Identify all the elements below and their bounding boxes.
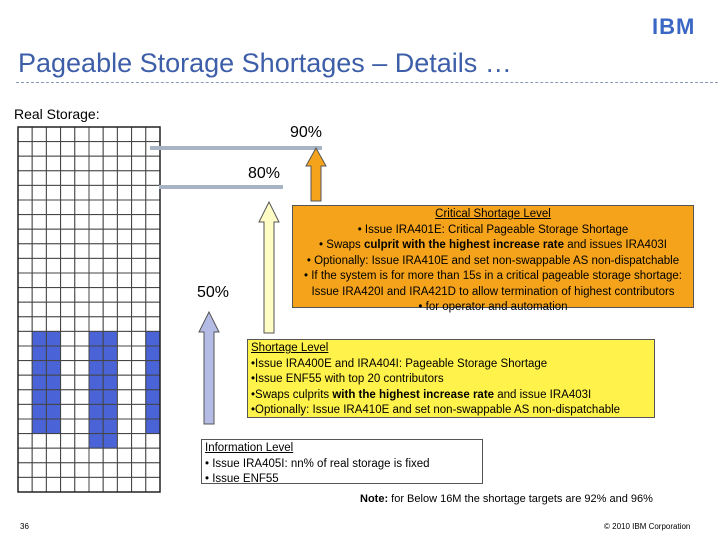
storage-frame-cell (32, 142, 46, 157)
storage-frame-cell (61, 390, 75, 405)
information-heading: Information Level (205, 442, 294, 454)
storage-frame-cell (75, 361, 89, 376)
storage-frame-cell (75, 375, 89, 390)
storage-frame-cell (146, 361, 160, 376)
slide-title: Pageable Storage Shortages – Details … (18, 48, 512, 78)
storage-frame-cell (46, 448, 60, 463)
storage-frame-cell (32, 463, 46, 478)
storage-frame-cell (146, 200, 160, 215)
storage-frame-cell (18, 229, 32, 244)
storage-frame-cell (146, 463, 160, 478)
storage-frame-cell (146, 185, 160, 200)
storage-frame-cell (132, 346, 146, 361)
storage-frame-cell (32, 404, 46, 419)
critical-heading: Critical Shortage Level (435, 208, 551, 220)
storage-frame-cell (75, 185, 89, 200)
storage-frame-cell (46, 258, 60, 273)
storage-frame-cell (18, 273, 32, 288)
storage-frame-cell (103, 273, 117, 288)
storage-frame-cell (32, 361, 46, 376)
storage-frame-cell (46, 404, 60, 419)
storage-frame-cell (46, 171, 60, 186)
shortage-level-box (247, 339, 655, 418)
storage-frame-cell (89, 142, 103, 157)
storage-frame-cell (146, 317, 160, 332)
storage-frame-cell (103, 288, 117, 303)
storage-frame-cell (146, 127, 160, 142)
storage-frame-cell (89, 215, 103, 230)
storage-frame-cell (75, 448, 89, 463)
storage-frame-cell (132, 185, 146, 200)
storage-frame-cell (146, 331, 160, 346)
storage-frame-cell (132, 171, 146, 186)
threshold-label-50: 50% (197, 284, 230, 301)
storage-frame-cell (132, 258, 146, 273)
storage-frame-cell (89, 477, 103, 492)
storage-frame-cell (146, 448, 160, 463)
storage-frame-cell (117, 463, 131, 478)
storage-frame-cell (146, 390, 160, 405)
storage-frame-cell (61, 200, 75, 215)
storage-frame-cell (18, 215, 32, 230)
storage-frame-cell (18, 200, 32, 215)
storage-frame-cell (146, 477, 160, 492)
storage-frame-cell (103, 346, 117, 361)
storage-frame-cell (61, 317, 75, 332)
storage-frame-cell (18, 477, 32, 492)
storage-frame-cell (103, 477, 117, 492)
storage-frame-cell (117, 317, 131, 332)
storage-frame-cell (75, 419, 89, 434)
storage-frame-cell (61, 404, 75, 419)
threshold-line-80 (159, 185, 283, 189)
storage-frame-cell (117, 477, 131, 492)
storage-frame-cell (146, 302, 160, 317)
critical-arrow-icon (306, 148, 326, 201)
storage-frame-cell (32, 419, 46, 434)
storage-frame-cell (75, 200, 89, 215)
storage-frame-cell (132, 434, 146, 449)
storage-frame-cell (46, 156, 60, 171)
storage-frame-cell (18, 156, 32, 171)
storage-frame-cell (103, 419, 117, 434)
shortage-line: •Issue IRA400E and IRA404I: Pageable Storage Shortage (251, 357, 548, 370)
storage-frame-cell (61, 434, 75, 449)
storage-frame-cell (117, 448, 131, 463)
critical-shortage-box (292, 205, 694, 313)
storage-frame-cell (75, 390, 89, 405)
storage-frame-cell (117, 361, 131, 376)
storage-frame-cell (61, 331, 75, 346)
storage-frame-cell (75, 127, 89, 142)
storage-frame-cell (75, 215, 89, 230)
storage-frame-cell (46, 317, 60, 332)
storage-frame-cell (103, 404, 117, 419)
storage-frame-cell (103, 127, 117, 142)
storage-frame-cell (146, 258, 160, 273)
storage-frame-cell (32, 273, 46, 288)
storage-frame-cell (18, 258, 32, 273)
storage-frame-cell (146, 171, 160, 186)
storage-frame-cell (61, 142, 75, 157)
storage-frame-cell (61, 244, 75, 259)
storage-frame-cell (46, 127, 60, 142)
storage-frame-cell (103, 215, 117, 230)
storage-frame-cell (46, 229, 60, 244)
information-line: • Issue ENF55 (205, 473, 279, 485)
storage-frame-cell (61, 346, 75, 361)
shortage-line: •Issue ENF55 with top 20 contributors (251, 373, 444, 385)
storage-frame-cell (146, 404, 160, 419)
storage-frame-cell (103, 331, 117, 346)
storage-frame-cell (103, 156, 117, 171)
storage-frame-cell (89, 375, 103, 390)
storage-frame-cell (32, 375, 46, 390)
storage-frame-cell (18, 142, 32, 157)
storage-frame-cell (103, 171, 117, 186)
storage-frame-cell (89, 463, 103, 478)
storage-frame-cell (61, 463, 75, 478)
storage-frame-cell (32, 346, 46, 361)
storage-frame-cell (89, 419, 103, 434)
storage-frame-cell (61, 215, 75, 230)
storage-frame-cell (75, 273, 89, 288)
storage-frame-cell (117, 244, 131, 259)
storage-frame-cell (18, 317, 32, 332)
storage-frame-cell (18, 185, 32, 200)
storage-frame-cell (46, 288, 60, 303)
storage-frame-cell (61, 419, 75, 434)
storage-frame-cell (18, 171, 32, 186)
storage-frame-cell (132, 419, 146, 434)
storage-frame-cell (103, 463, 117, 478)
storage-frame-cell (89, 273, 103, 288)
storage-frame-cell (89, 127, 103, 142)
storage-frame-cell (46, 200, 60, 215)
critical-line: • Swaps culprit with the highest increase rate and issues IRA403I (319, 239, 667, 251)
storage-frame-cell (117, 375, 131, 390)
storage-frame-cell (117, 127, 131, 142)
critical-line: • If the system is for more than 15s in a critical pageable storage shortage: (304, 270, 682, 282)
shortage-line: •Optionally: Issue IRA410E and set non-swappable AS non-dispatchable (251, 404, 621, 416)
storage-frame-cell (75, 317, 89, 332)
storage-frame-cell (103, 375, 117, 390)
storage-frame-cell (32, 448, 46, 463)
threshold-label-90: 90% (290, 124, 323, 141)
storage-frame-cell (132, 244, 146, 259)
storage-frame-cell (103, 258, 117, 273)
storage-frame-cell (75, 156, 89, 171)
storage-frame-cell (18, 434, 32, 449)
note (360, 493, 653, 505)
storage-frame-cell (61, 361, 75, 376)
storage-frame-cell (61, 258, 75, 273)
threshold-line-90 (150, 146, 322, 150)
threshold-label-80: 80% (248, 165, 281, 182)
storage-frame-cell (103, 185, 117, 200)
storage-frame-cell (75, 434, 89, 449)
storage-frame-cell (89, 200, 103, 215)
ibm-logo: IBM (652, 14, 696, 39)
storage-frame-cell (32, 477, 46, 492)
storage-frame-cell (132, 331, 146, 346)
storage-frame-cell (18, 448, 32, 463)
storage-frame-cell (117, 258, 131, 273)
storage-frame-cell (146, 346, 160, 361)
storage-frame-cell (146, 375, 160, 390)
storage-frame-cell (89, 156, 103, 171)
shortage-arrow-icon (259, 202, 279, 333)
storage-frame-cell (132, 361, 146, 376)
storage-frame-cell (32, 200, 46, 215)
storage-frame-cell (103, 302, 117, 317)
storage-frame-cell (132, 404, 146, 419)
storage-frame-cell (89, 404, 103, 419)
storage-frame-cell (18, 346, 32, 361)
storage-frame-cell (46, 346, 60, 361)
storage-frame-cell (132, 288, 146, 303)
storage-frame-cell (117, 200, 131, 215)
storage-frame-cell (46, 419, 60, 434)
storage-frame-cell (75, 229, 89, 244)
storage-frame-cell (117, 273, 131, 288)
storage-frame-cell (132, 390, 146, 405)
storage-frame-cell (146, 244, 160, 259)
storage-frame-cell (132, 448, 146, 463)
storage-frame-cell (46, 273, 60, 288)
storage-frame-cell (132, 156, 146, 171)
storage-frame-cell (61, 375, 75, 390)
storage-frame-cell (132, 463, 146, 478)
storage-frame-cell (89, 390, 103, 405)
storage-frame-cell (18, 244, 32, 259)
storage-frame-cell (117, 419, 131, 434)
storage-frame-cell (46, 375, 60, 390)
storage-frame-cell (89, 361, 103, 376)
storage-frame-cell (117, 390, 131, 405)
storage-frame-cell (132, 215, 146, 230)
storage-frame-cell (61, 229, 75, 244)
page-number: 36 (20, 522, 29, 531)
storage-frame-cell (117, 288, 131, 303)
storage-frame-cell (61, 288, 75, 303)
storage-frame-cell (117, 156, 131, 171)
storage-frame-cell (32, 127, 46, 142)
storage-frame-cell (89, 434, 103, 449)
storage-frame-cell (32, 390, 46, 405)
storage-frame-cell (103, 142, 117, 157)
storage-frame-cell (103, 229, 117, 244)
storage-frame-cell (75, 404, 89, 419)
storage-frame-cell (75, 171, 89, 186)
storage-frame-cell (117, 404, 131, 419)
storage-frame-cell (117, 215, 131, 230)
note-text: for Below 16M the shortage targets are 92% and 96% (388, 493, 653, 505)
storage-frame-cell (46, 463, 60, 478)
storage-frame-cell (75, 302, 89, 317)
storage-frame-grid (18, 127, 160, 492)
storage-frame-cell (146, 229, 160, 244)
storage-frame-cell (89, 244, 103, 259)
storage-frame-cell (46, 142, 60, 157)
storage-frame-cell (61, 302, 75, 317)
storage-frame-cell (117, 142, 131, 157)
storage-frame-cell (32, 171, 46, 186)
storage-frame-cell (75, 288, 89, 303)
critical-line: Issue IRA420I and IRA421D to allow termination of highest contributors (311, 285, 675, 298)
storage-frame-cell (75, 346, 89, 361)
storage-frame-cell (75, 142, 89, 157)
storage-frame-cell (75, 258, 89, 273)
storage-frame-cell (61, 448, 75, 463)
storage-frame-cell (32, 331, 46, 346)
storage-frame-cell (32, 302, 46, 317)
storage-frame-cell (75, 463, 89, 478)
storage-frame-cell (132, 229, 146, 244)
storage-frame-cell (89, 346, 103, 361)
storage-frame-cell (46, 434, 60, 449)
storage-frame-cell (18, 375, 32, 390)
storage-frame-cell (117, 346, 131, 361)
storage-frame-cell (103, 390, 117, 405)
storage-frame-cell (32, 229, 46, 244)
storage-frame-cell (103, 361, 117, 376)
storage-frame-cell (132, 142, 146, 157)
storage-frame-cell (18, 463, 32, 478)
information-arrow-icon (199, 312, 219, 424)
storage-frame-cell (103, 317, 117, 332)
storage-frame-cell (46, 185, 60, 200)
copyright: © 2010 IBM Corporation (604, 522, 691, 531)
storage-frame-cell (46, 390, 60, 405)
storage-frame-cell (46, 215, 60, 230)
storage-frame-cell (18, 302, 32, 317)
storage-frame-cell (146, 288, 160, 303)
storage-frame-cell (46, 331, 60, 346)
storage-frame-cell (75, 244, 89, 259)
storage-frame-cell (32, 258, 46, 273)
storage-frame-cell (18, 127, 32, 142)
storage-frame-cell (32, 434, 46, 449)
storage-frame-cell (61, 185, 75, 200)
storage-frame-cell (132, 375, 146, 390)
real-storage-label: Real Storage: (14, 106, 100, 122)
shortage-heading: Shortage Level (251, 342, 329, 354)
storage-frame-cell (89, 185, 103, 200)
storage-frame-cell (89, 302, 103, 317)
information-level-box (201, 439, 483, 484)
storage-frame-cell (46, 361, 60, 376)
storage-frame-cell (18, 390, 32, 405)
storage-frame-cell (46, 302, 60, 317)
storage-frame-cell (132, 273, 146, 288)
storage-frame-cell (46, 477, 60, 492)
storage-frame-cell (61, 273, 75, 288)
storage-frame-cell (18, 288, 32, 303)
storage-frame-cell (103, 200, 117, 215)
storage-frame-cell (32, 244, 46, 259)
critical-line: • Optionally: Issue IRA410E and set non-swappable AS non-dispatchable (306, 254, 680, 267)
storage-frame-cell (146, 156, 160, 171)
critical-line: • Issue IRA401E: Critical Pageable Storage Shortage (357, 223, 629, 236)
storage-frame-cell (18, 404, 32, 419)
storage-frame-cell (103, 244, 117, 259)
storage-frame-cell (61, 477, 75, 492)
storage-frame-cell (89, 331, 103, 346)
storage-frame-cell (18, 361, 32, 376)
storage-frame-cell (61, 156, 75, 171)
storage-frame-cell (146, 273, 160, 288)
storage-frame-cell (89, 288, 103, 303)
storage-frame-cell (75, 331, 89, 346)
storage-frame-cell (61, 171, 75, 186)
storage-frame-cell (32, 288, 46, 303)
storage-frame-cell (132, 302, 146, 317)
storage-frame-cell (32, 317, 46, 332)
storage-frame-cell (75, 477, 89, 492)
storage-frame-cell (146, 434, 160, 449)
storage-frame-cell (89, 229, 103, 244)
storage-frame-cell (132, 200, 146, 215)
storage-frame-cell (117, 302, 131, 317)
storage-frame-cell (89, 258, 103, 273)
storage-frame-cell (117, 434, 131, 449)
storage-frame-cell (146, 419, 160, 434)
storage-frame-cell (103, 434, 117, 449)
storage-frame-cell (18, 331, 32, 346)
storage-frame-cell (103, 448, 117, 463)
information-line: • Issue IRA405I: nn% of real storage is fixed (205, 457, 430, 470)
storage-frame-cell (89, 317, 103, 332)
storage-frame-cell (132, 317, 146, 332)
storage-frame-cell (61, 127, 75, 142)
storage-frame-cell (32, 156, 46, 171)
storage-frame-cell (117, 185, 131, 200)
storage-frame-cell (117, 331, 131, 346)
storage-frame-cell (46, 244, 60, 259)
storage-frame-cell (117, 229, 131, 244)
storage-frame-cell (89, 171, 103, 186)
storage-frame-cell (32, 185, 46, 200)
threshold-lines (150, 146, 322, 189)
storage-frame-cell (117, 171, 131, 186)
storage-frame-cell (132, 127, 146, 142)
critical-line: • for operator and automation (418, 301, 568, 313)
storage-frame-cell (146, 215, 160, 230)
note-label: Note: (360, 493, 389, 505)
storage-frame-cell (132, 477, 146, 492)
storage-frame-cell (89, 448, 103, 463)
storage-frame-cell (32, 215, 46, 230)
storage-frame-cell (18, 419, 32, 434)
shortage-line: •Swaps culprits with the highest increase rate and issue IRA403I (251, 388, 592, 401)
